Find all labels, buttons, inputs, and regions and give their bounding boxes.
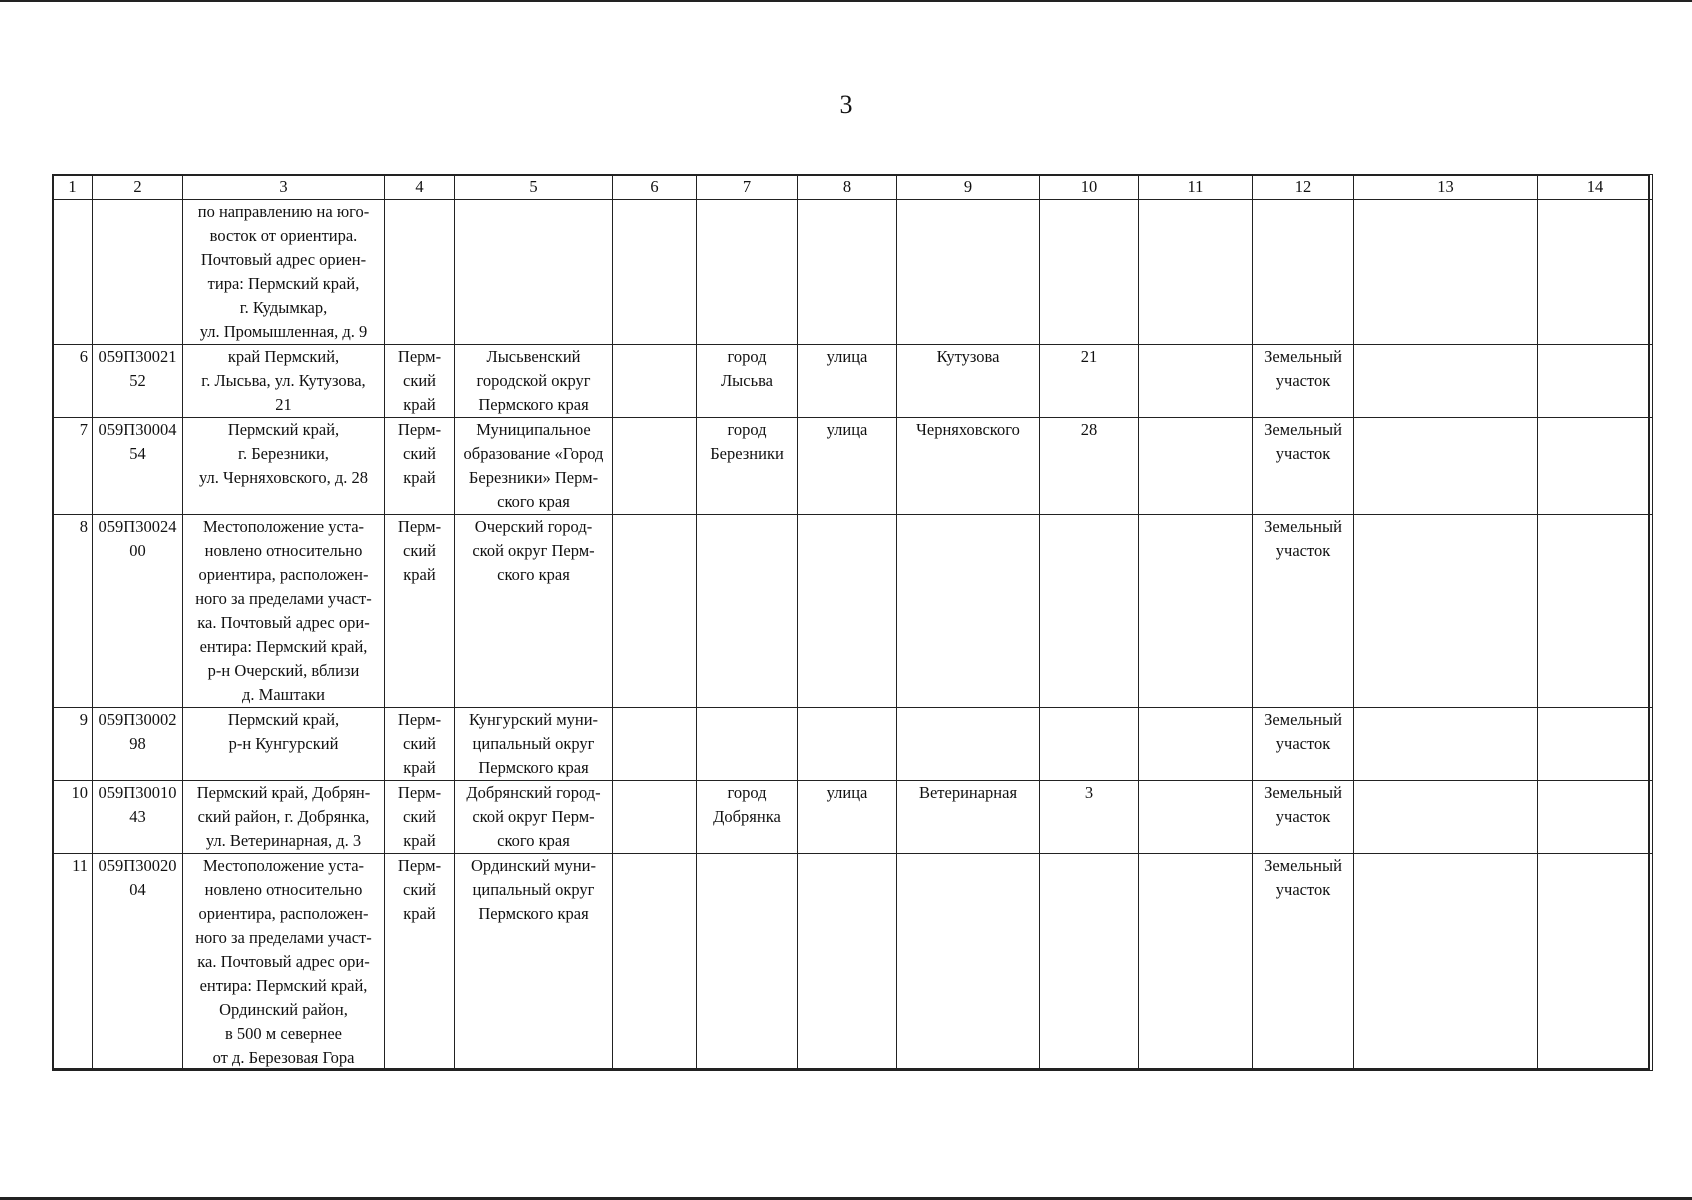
- cell-text: край Пермский, г. Лысьва, ул. Кутузова, 21: [201, 347, 366, 414]
- column-header-5: 5: [455, 175, 613, 200]
- cell-text: 28: [1080, 420, 1098, 439]
- cell-text: Кунгурский муни- ципальный округ Пермского края: [468, 710, 599, 777]
- cell-text: Лысьвенский городской округ Пермского края: [476, 347, 591, 414]
- cell-text: Пермский край, р-н Кунгурский: [227, 710, 340, 753]
- table-cell-col-8: [798, 418, 897, 515]
- cell-text: Черняховского: [916, 420, 1020, 439]
- table-cell-col-13: [1354, 345, 1538, 418]
- cell-text: 059П30002 98: [98, 710, 177, 753]
- table-cell-col-9: [897, 708, 1040, 781]
- cell-text: Муниципальное образование «Город Березники» Перм- ского края: [463, 420, 604, 511]
- registry-table: [52, 174, 1653, 1071]
- table-cell-col-7: [697, 854, 798, 1071]
- cell-text: улица: [826, 347, 868, 366]
- cell-text: 11: [72, 856, 88, 875]
- table-cell-col-5: [455, 418, 613, 515]
- table-cell-col-8: [798, 854, 897, 1071]
- column-header-11: 11: [1139, 175, 1253, 200]
- table-cell-col-13: [1354, 781, 1538, 854]
- cell-text: 10: [71, 783, 88, 802]
- cell-text: Ординский муни- ципальный округ Пермского края: [471, 856, 596, 923]
- cell-text: 059П30004 54: [98, 420, 177, 463]
- scan-edge-top: [0, 0, 1692, 2]
- table-cell-col-10: [1040, 854, 1139, 1071]
- table-cell-col-4: [385, 345, 455, 418]
- cell-text: 7: [79, 420, 88, 439]
- table-cell-col-10: [1040, 515, 1139, 708]
- cell-text: Ветеринарная: [918, 783, 1018, 802]
- table-cell-col-7: [697, 345, 798, 418]
- cell-text: Кутузова: [936, 347, 1000, 366]
- table-cell-col-9: [897, 200, 1040, 345]
- page-number: 3: [839, 90, 853, 119]
- cell-text: Земельный участок: [1264, 420, 1342, 463]
- column-header-12: 12: [1253, 175, 1354, 200]
- cell-text: 21: [1080, 347, 1098, 366]
- cell-text: 6: [79, 347, 88, 366]
- cell-text: Перм- ский край: [397, 710, 442, 777]
- table-cell-col-2: [93, 854, 183, 1071]
- cell-text: Местоположение уста- новлено относительно ориентира, расположен- ного за пределами участ- ка. Почтовый адрес ори- ентира: Пермский край, р-н Очерский, вблизи д. Маштаки: [195, 517, 372, 704]
- table-cell-col-9: [897, 515, 1040, 708]
- table-cell-col-13: [1354, 418, 1538, 515]
- table-cell-col-4: [385, 200, 455, 345]
- table-cell-col-9: [897, 781, 1040, 854]
- column-header-2: 2: [93, 175, 183, 200]
- table-cell-col-2: [93, 708, 183, 781]
- cell-text: 8: [79, 517, 88, 536]
- table-cell-col-10: [1040, 418, 1139, 515]
- table-cell-col-6: [613, 781, 697, 854]
- table-cell-col-5: [455, 345, 613, 418]
- table-cell-col-3: [183, 708, 385, 781]
- table-cell-col-14: [1538, 515, 1653, 708]
- table-cell-col-9: [897, 345, 1040, 418]
- column-header-8: 8: [798, 175, 897, 200]
- cell-text: 059П30021 52: [98, 347, 177, 390]
- cell-text: улица: [826, 783, 868, 802]
- table-cell-col-8: [798, 345, 897, 418]
- table-cell-col-10: [1040, 781, 1139, 854]
- table-cell-col-8: [798, 200, 897, 345]
- cell-text: Пермский край, г. Березники, ул. Черняховского, д. 28: [198, 420, 369, 487]
- table-cell-col-4: [385, 515, 455, 708]
- table-cell-col-7: [697, 515, 798, 708]
- cell-text: Земельный участок: [1264, 856, 1342, 899]
- cell-text: Земельный участок: [1264, 710, 1342, 753]
- table-cell-col-9: [897, 854, 1040, 1071]
- table-row: [53, 781, 1653, 854]
- table-cell-col-11: [1139, 854, 1253, 1071]
- table-cell-col-11: [1139, 418, 1253, 515]
- cell-text: город Добрянка: [713, 783, 781, 826]
- table-cell-col-5: [455, 515, 613, 708]
- table-cell-col-14: [1538, 854, 1653, 1071]
- table-row: [53, 200, 1653, 345]
- column-header-1: 1: [53, 175, 93, 200]
- cell-text: Земельный участок: [1264, 783, 1342, 826]
- table-cell-col-6: [613, 854, 697, 1071]
- table-cell-col-11: [1139, 708, 1253, 781]
- cell-text: город Березники: [710, 420, 784, 463]
- table-cell-col-1: [53, 345, 93, 418]
- table-cell-col-6: [613, 515, 697, 708]
- table-cell-col-1: [53, 854, 93, 1071]
- table-cell-col-9: [897, 418, 1040, 515]
- table-cell-col-11: [1139, 515, 1253, 708]
- table-cell-col-5: [455, 781, 613, 854]
- table-cell-col-3: [183, 781, 385, 854]
- table-cell-col-1: [53, 418, 93, 515]
- cell-text: Очерский город- ской округ Перм- ского края: [472, 517, 595, 584]
- table-cell-col-1: [53, 515, 93, 708]
- table-cell-col-7: [697, 418, 798, 515]
- table-cell-col-12: [1253, 200, 1354, 345]
- table-cell-col-4: [385, 708, 455, 781]
- table-cell-col-7: [697, 781, 798, 854]
- table-cell-col-11: [1139, 200, 1253, 345]
- table-cell-col-12: [1253, 781, 1354, 854]
- table-cell-col-14: [1538, 345, 1653, 418]
- table-cell-col-7: [697, 200, 798, 345]
- table-cell-col-2: [93, 781, 183, 854]
- cell-text: по направлению на юго- восток от ориентира. Почтовый адрес ориен- тира: Пермский край, г. Кудымкар, ул. Промышленная, д. 9: [197, 202, 370, 341]
- table-cell-col-13: [1354, 854, 1538, 1071]
- cell-text: Пермский край, Добрян- ский район, г. Добрянка, ул. Ветеринарная, д. 3: [196, 783, 371, 850]
- table-cell-col-2: [93, 515, 183, 708]
- table-cell-col-10: [1040, 708, 1139, 781]
- cell-text: город Лысьва: [720, 347, 774, 390]
- cell-text: улица: [826, 420, 868, 439]
- table-cell-col-13: [1354, 200, 1538, 345]
- table-body: [53, 200, 1653, 1071]
- table-cell-col-6: [613, 200, 697, 345]
- table-cell-col-12: [1253, 854, 1354, 1071]
- table-cell-col-6: [613, 345, 697, 418]
- table-cell-col-4: [385, 781, 455, 854]
- table-cell-col-13: [1354, 515, 1538, 708]
- column-header-7: 7: [697, 175, 798, 200]
- table-cell-col-3: [183, 854, 385, 1071]
- column-header-14: 14: [1538, 175, 1653, 200]
- table-cell-col-6: [613, 708, 697, 781]
- table-cell-col-1: [53, 708, 93, 781]
- table-cell-col-5: [455, 200, 613, 345]
- table-row: [53, 854, 1653, 1071]
- table-row: [53, 345, 1653, 418]
- column-header-4: 4: [385, 175, 455, 200]
- table-cell-col-12: [1253, 345, 1354, 418]
- table-cell-col-12: [1253, 708, 1354, 781]
- cell-text: Перм- ский край: [397, 347, 442, 414]
- column-header-3: 3: [183, 175, 385, 200]
- cell-text: Земельный участок: [1264, 347, 1342, 390]
- table-cell-col-11: [1139, 781, 1253, 854]
- table-cell-col-5: [455, 708, 613, 781]
- table-row: [53, 708, 1653, 781]
- table-cell-col-11: [1139, 345, 1253, 418]
- table-cell-col-5: [455, 854, 613, 1071]
- table-cell-col-3: [183, 418, 385, 515]
- table-row: [53, 515, 1653, 708]
- table-cell-col-8: [798, 515, 897, 708]
- table-cell-col-12: [1253, 515, 1354, 708]
- table-row: [53, 418, 1653, 515]
- cell-text: Перм- ский край: [397, 420, 442, 487]
- cell-text: Перм- ский край: [397, 517, 442, 584]
- table-cell-col-12: [1253, 418, 1354, 515]
- table-cell-col-3: [183, 345, 385, 418]
- column-header-6: 6: [613, 175, 697, 200]
- table-cell-col-8: [798, 781, 897, 854]
- table-cell-col-4: [385, 854, 455, 1071]
- table-cell-col-6: [613, 418, 697, 515]
- cell-text: Земельный участок: [1264, 517, 1342, 560]
- column-header-9: 9: [897, 175, 1040, 200]
- column-header-13: 13: [1354, 175, 1538, 200]
- table-cell-col-2: [93, 200, 183, 345]
- table-cell-col-7: [697, 708, 798, 781]
- cell-text: Перм- ский край: [397, 856, 442, 923]
- table-cell-col-2: [93, 345, 183, 418]
- cell-text: 9: [79, 710, 88, 729]
- table-cell-col-14: [1538, 418, 1653, 515]
- cell-text: 059П30010 43: [98, 783, 177, 826]
- cell-text: Добрянский город- ской округ Перм- ского края: [466, 783, 601, 850]
- table-cell-col-14: [1538, 708, 1653, 781]
- table-cell-col-10: [1040, 200, 1139, 345]
- table-cell-col-3: [183, 200, 385, 345]
- table-cell-col-1: [53, 200, 93, 345]
- cell-text: Местоположение уста- новлено относительно ориентира, расположен- ного за пределами участ- ка. Почтовый адрес ори- ентира: Пермский край, Ординский район, в 500 м севернее от д. Березовая Гора: [195, 856, 372, 1067]
- cell-text: Перм- ский край: [397, 783, 442, 850]
- column-header-10: 10: [1040, 175, 1139, 200]
- cell-text: 3: [1084, 783, 1094, 802]
- table-cell-col-3: [183, 515, 385, 708]
- table-cell-col-10: [1040, 345, 1139, 418]
- table-cell-col-1: [53, 781, 93, 854]
- table-cell-col-8: [798, 708, 897, 781]
- table-cell-col-14: [1538, 781, 1653, 854]
- cell-text: 059П30024 00: [98, 517, 177, 560]
- table-cell-col-4: [385, 418, 455, 515]
- table-cell-col-2: [93, 418, 183, 515]
- table-cell-col-13: [1354, 708, 1538, 781]
- header-row: [53, 175, 1653, 200]
- cell-text: 059П30020 04: [98, 856, 177, 899]
- table-cell-col-14: [1538, 200, 1653, 345]
